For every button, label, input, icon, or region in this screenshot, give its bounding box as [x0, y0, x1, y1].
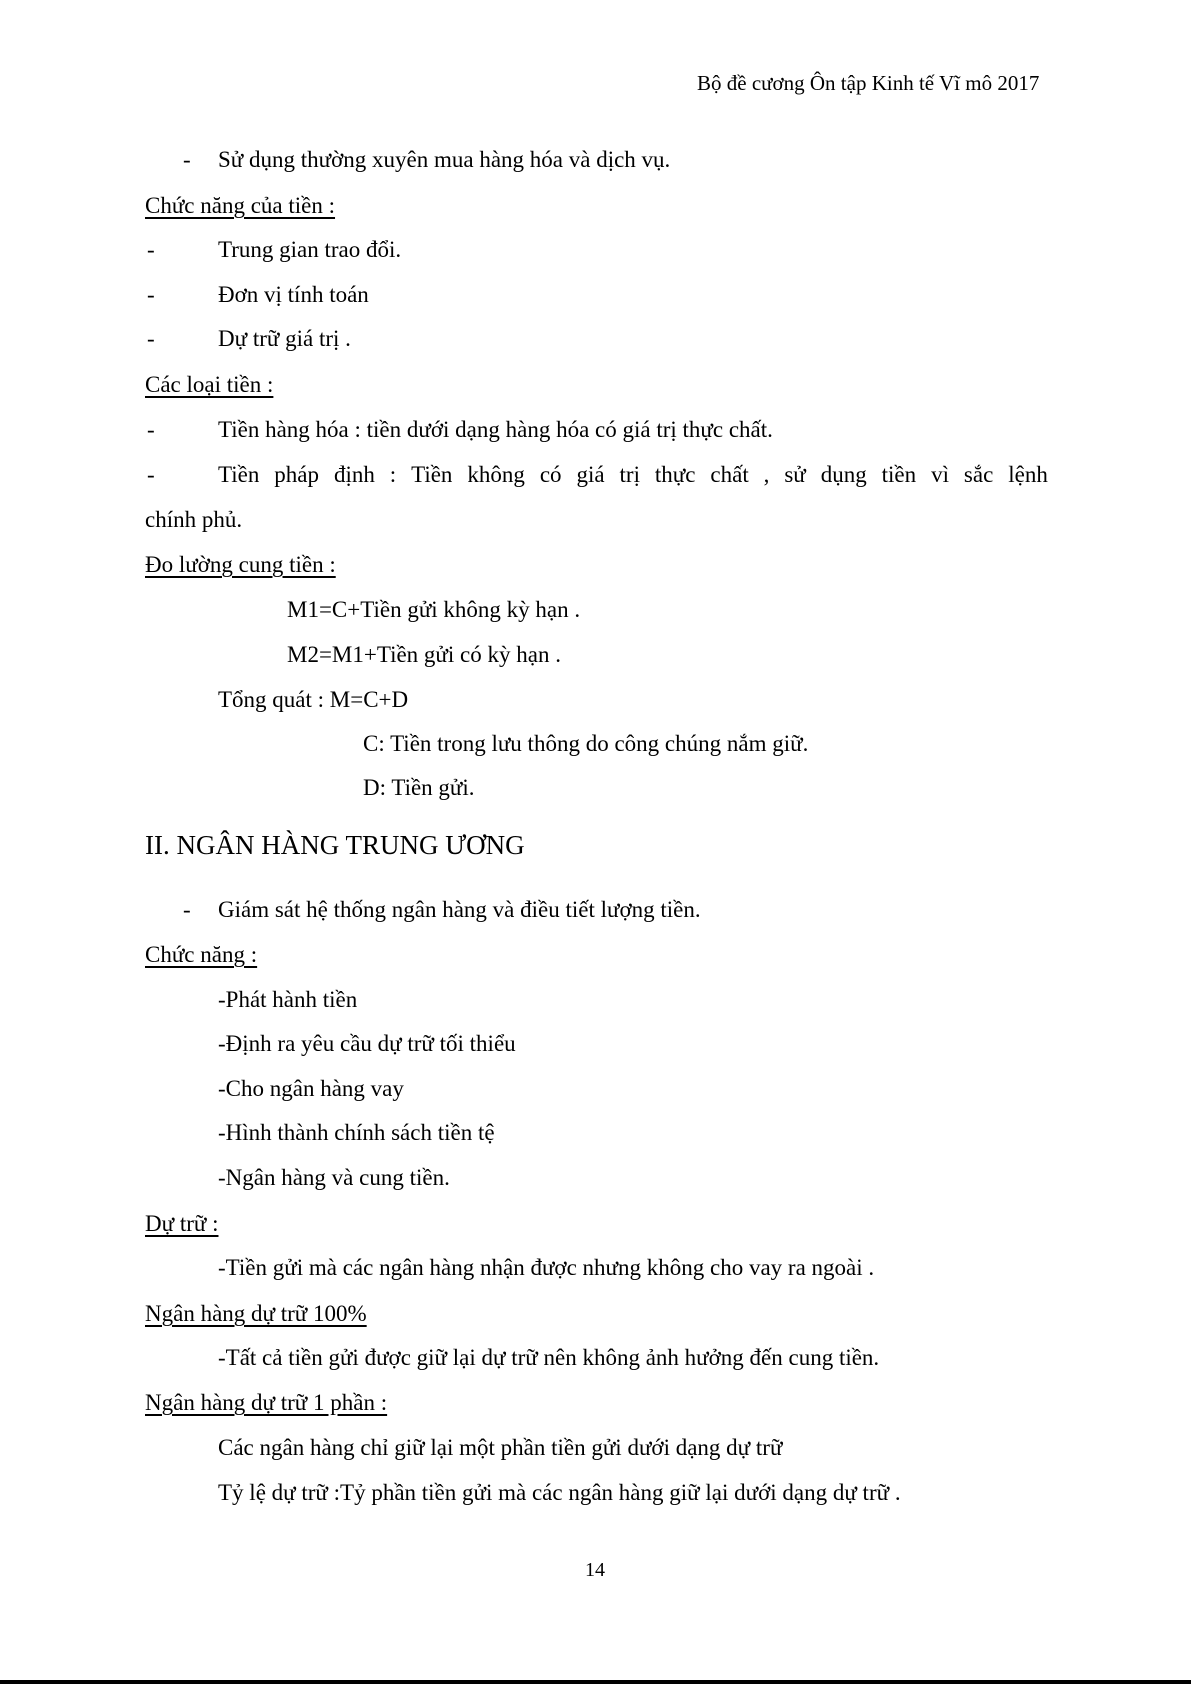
money-function-item: Dự trữ giá trị . [218, 326, 351, 351]
word: có [539, 462, 562, 487]
money-measure-m1: M1=C+Tiền gửi không kỳ hạn . [287, 597, 581, 622]
money-measure-general: Tổng quát : M=C+D [218, 687, 409, 712]
word: , [763, 462, 770, 487]
bullet-dash: - [183, 897, 191, 922]
money-measure-title: Đo lường cung tiền : [145, 552, 336, 577]
central-bank-function-item: -Cho ngân hàng vay [218, 1076, 404, 1101]
central-bank-heading: II. NGÂN HÀNG TRUNG ƯƠNG [145, 830, 525, 860]
bullet-dash: - [147, 326, 155, 351]
bullet-dash: - [147, 282, 155, 307]
bullet-dash: - [147, 417, 155, 442]
money-type-item: Tiền hàng hóa : tiền dưới dạng hàng hóa có giá trị thực chất. [218, 417, 773, 442]
page-number: 14 [585, 1559, 605, 1581]
word: lệnh [1008, 462, 1048, 487]
fractional-reserve-text: Các ngân hàng chỉ giữ lại một phần tiền gửi dưới dạng dự trữ [218, 1435, 783, 1460]
word: định [333, 462, 375, 487]
word: Tiền [218, 462, 260, 487]
fractional-reserve-title: Ngân hàng dự trữ 1 phần : [145, 1390, 388, 1415]
word: thực [654, 462, 696, 487]
reserves-title: Dự trữ : [145, 1211, 219, 1236]
word: không [467, 462, 525, 487]
full-reserve-text: -Tất cả tiền gửi được giữ lại dự trữ nên không ảnh hưởng đến cung tiền. [218, 1345, 880, 1370]
word: dụng [820, 462, 867, 487]
reserve-ratio-text: Tỷ lệ dự trữ :Tỷ phần tiền gửi mà các ngân hàng giữ lại dưới dạng dự trữ . [218, 1480, 901, 1505]
word: Tiền [411, 462, 453, 487]
bullet-dash: - [147, 462, 155, 487]
bullet-dash: - [147, 237, 155, 262]
money-measure-d-def: D: Tiền gửi. [363, 775, 475, 800]
running-header: Bộ đề cương Ôn tập Kinh tế Vĩ mô 2017 [697, 71, 1040, 95]
money-measure-c-def: C: Tiền trong lưu thông do công chúng nắm giữ. [363, 731, 809, 756]
word: giá [576, 462, 605, 487]
word: vì [931, 462, 949, 487]
money-intro-bullet: Sử dụng thường xuyên mua hàng hóa và dịch vụ. [218, 147, 671, 172]
word: chất [710, 462, 749, 487]
word: sử [784, 462, 806, 487]
money-types-title: Các loại tiền : [145, 372, 274, 397]
bullet-dash: - [183, 147, 191, 172]
word: : [389, 462, 397, 487]
word: pháp [274, 462, 319, 487]
money-type-item-justified [218, 463, 1048, 486]
central-bank-function-item: -Định ra yêu cầu dự trữ tối thiểu [218, 1031, 516, 1056]
bottom-rule [0, 1680, 1191, 1684]
money-function-item: Trung gian trao đổi. [218, 237, 402, 262]
money-type-continuation: chính phủ. [145, 507, 243, 532]
full-reserve-title: Ngân hàng dự trữ 100% [145, 1301, 367, 1326]
word: tiền [881, 462, 917, 487]
central-bank-functions-title: Chức năng : [145, 942, 258, 967]
central-bank-function-item: -Hình thành chính sách tiền tệ [218, 1120, 495, 1145]
money-measure-m2: M2=M1+Tiền gửi có kỳ hạn . [287, 642, 561, 667]
reserves-text: -Tiền gửi mà các ngân hàng nhận được nhưng không cho vay ra ngoài . [218, 1255, 875, 1280]
central-bank-function-item: -Phát hành tiền [218, 987, 358, 1012]
word: sắc [963, 462, 994, 487]
money-function-item: Đơn vị tính toán [218, 282, 369, 307]
word: trị [619, 462, 640, 487]
money-functions-title: Chức năng của tiền : [145, 193, 336, 218]
central-bank-intro-bullet: Giám sát hệ thống ngân hàng và điều tiết lượng tiền. [218, 897, 701, 922]
central-bank-function-item: -Ngân hàng và cung tiền. [218, 1165, 450, 1190]
